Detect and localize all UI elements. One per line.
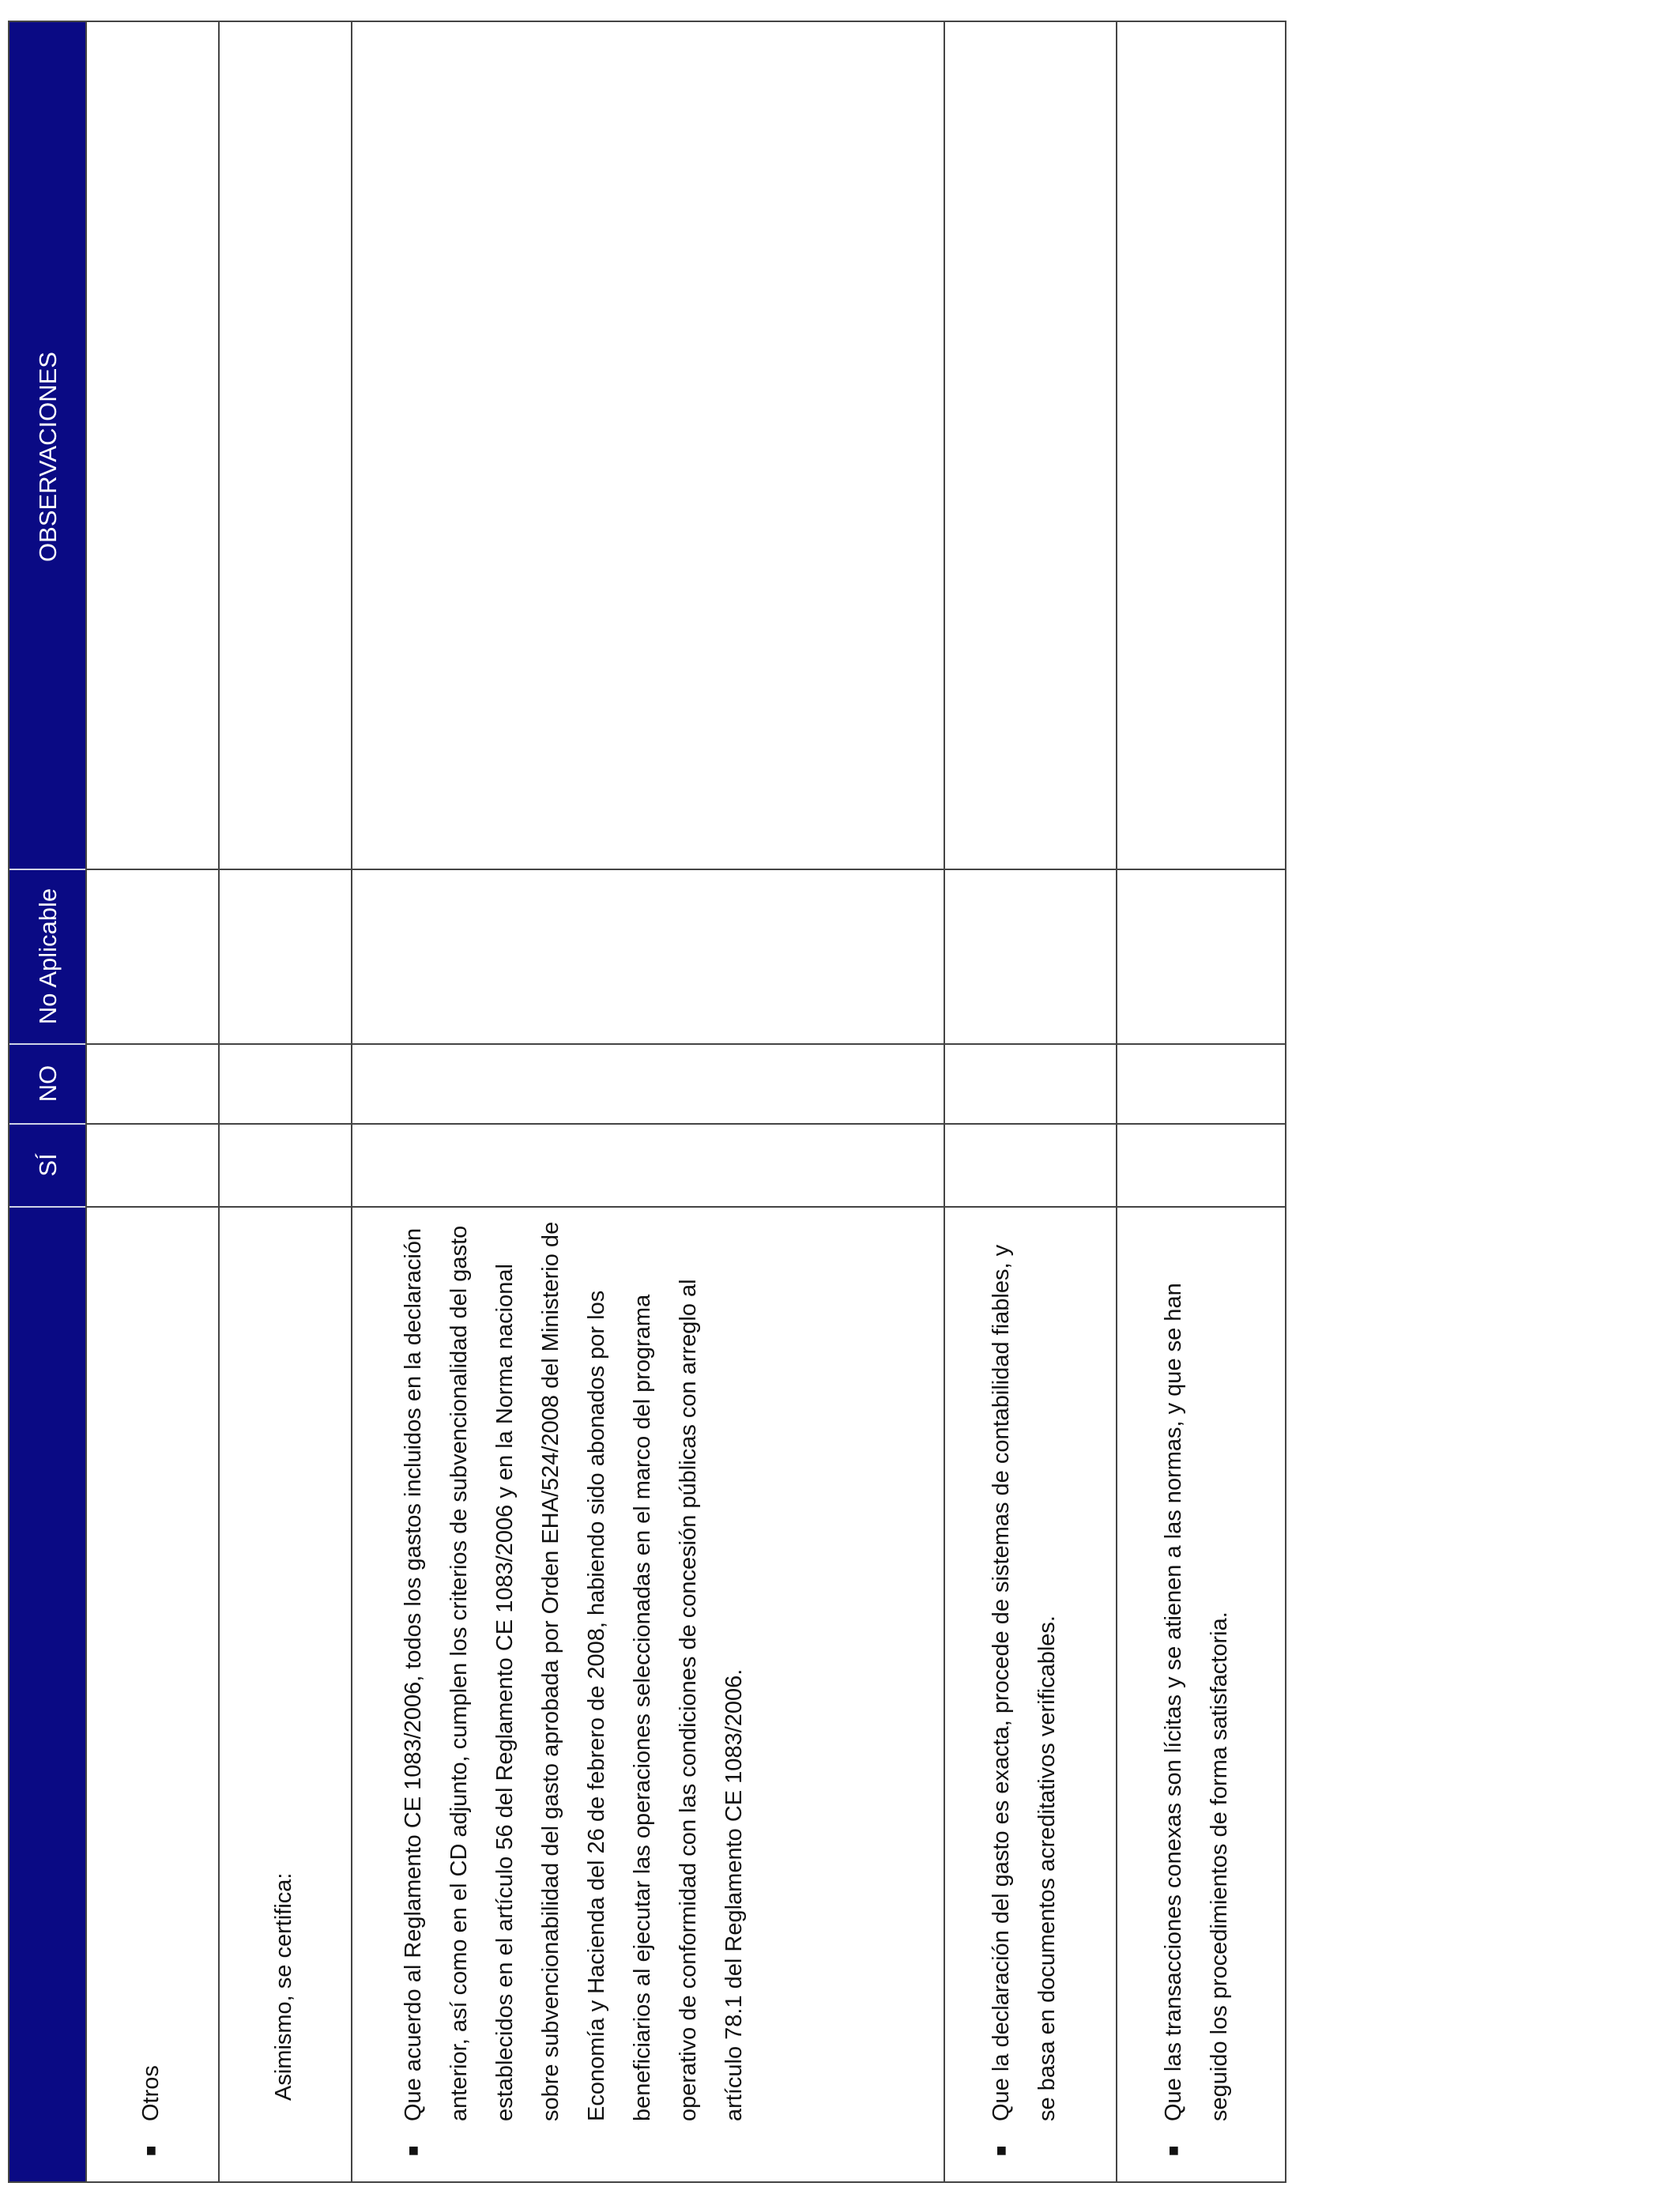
row-divider-3 — [944, 22, 945, 2181]
row-declaracion — [978, 1216, 1070, 2156]
row-asimismo-text: Asimismo, se certifica: — [271, 1872, 296, 2101]
row-declaracion-text: Que la declaración del gasto es exacta, procede de sistemas de contabilidad fiables, y se basa en documentos acreditativos verificables. — [989, 1244, 1060, 2121]
row-divider-4 — [1116, 22, 1117, 2181]
bullet-icon: ■ — [141, 2145, 160, 2156]
bullet-icon: ■ — [991, 2145, 1011, 2156]
divider-text-si-body — [87, 1206, 1285, 1208]
row-otros — [128, 1247, 174, 2156]
hdr-divider-si-no — [9, 1123, 87, 1125]
row-transacciones-text: Que las transacciones conexas son lícitas y se atienen a las normas, y que se han seguido los procedimientos de forma satisfactoria. — [1161, 1283, 1232, 2121]
header-observaciones: OBSERVACIONES — [34, 352, 62, 562]
header-no-aplicable: No Aplicable — [34, 888, 62, 1025]
bullet-icon: ■ — [403, 2145, 423, 2156]
row-divider-2 — [351, 22, 352, 2181]
row-transacciones — [1151, 1216, 1242, 2156]
header-si: SÍ — [34, 1153, 62, 1177]
header-no: NO — [34, 1065, 62, 1103]
row-otros-text: Otros — [138, 2065, 164, 2121]
hdr-divider-no-na — [9, 1043, 87, 1045]
hdr-divider-na-obs — [9, 869, 87, 870]
checklist-table — [8, 21, 1286, 2183]
row-reglamento-text: Que acuerdo al Reglamento CE 1083/2006, todos los gastos incluidos en la declaración anterior, así como en el CD adjunto, cumplen los criterios de subvencionalidad del gasto establecidos en el artículo 56 del Reglamento CE 1083/2006 y en la Norma nacional sobre subvencionabilidad del gasto aprobada por Orden EHA/524/2008 del Ministerio de Economía y Hacienda del 26 de febrero de 2008, habiendo sido abonados por los beneficiarios al ejecutar las operaciones seleccionadas en el marco del programa operativo de conformidad con las condiciones de concesión públicas con arreglo al artículo 78.1 del Reglamento CE 1083/2006. — [401, 1221, 747, 2121]
divider-no-na — [87, 1043, 1285, 1045]
bullet-icon: ■ — [1163, 2145, 1183, 2156]
row-reglamento — [390, 1216, 757, 2156]
divider-si-no — [87, 1123, 1285, 1125]
divider-na-obs — [87, 869, 1285, 870]
row-asimismo — [261, 1231, 307, 2101]
row-divider-1 — [218, 22, 220, 2181]
row-divider-0 — [85, 22, 87, 2181]
